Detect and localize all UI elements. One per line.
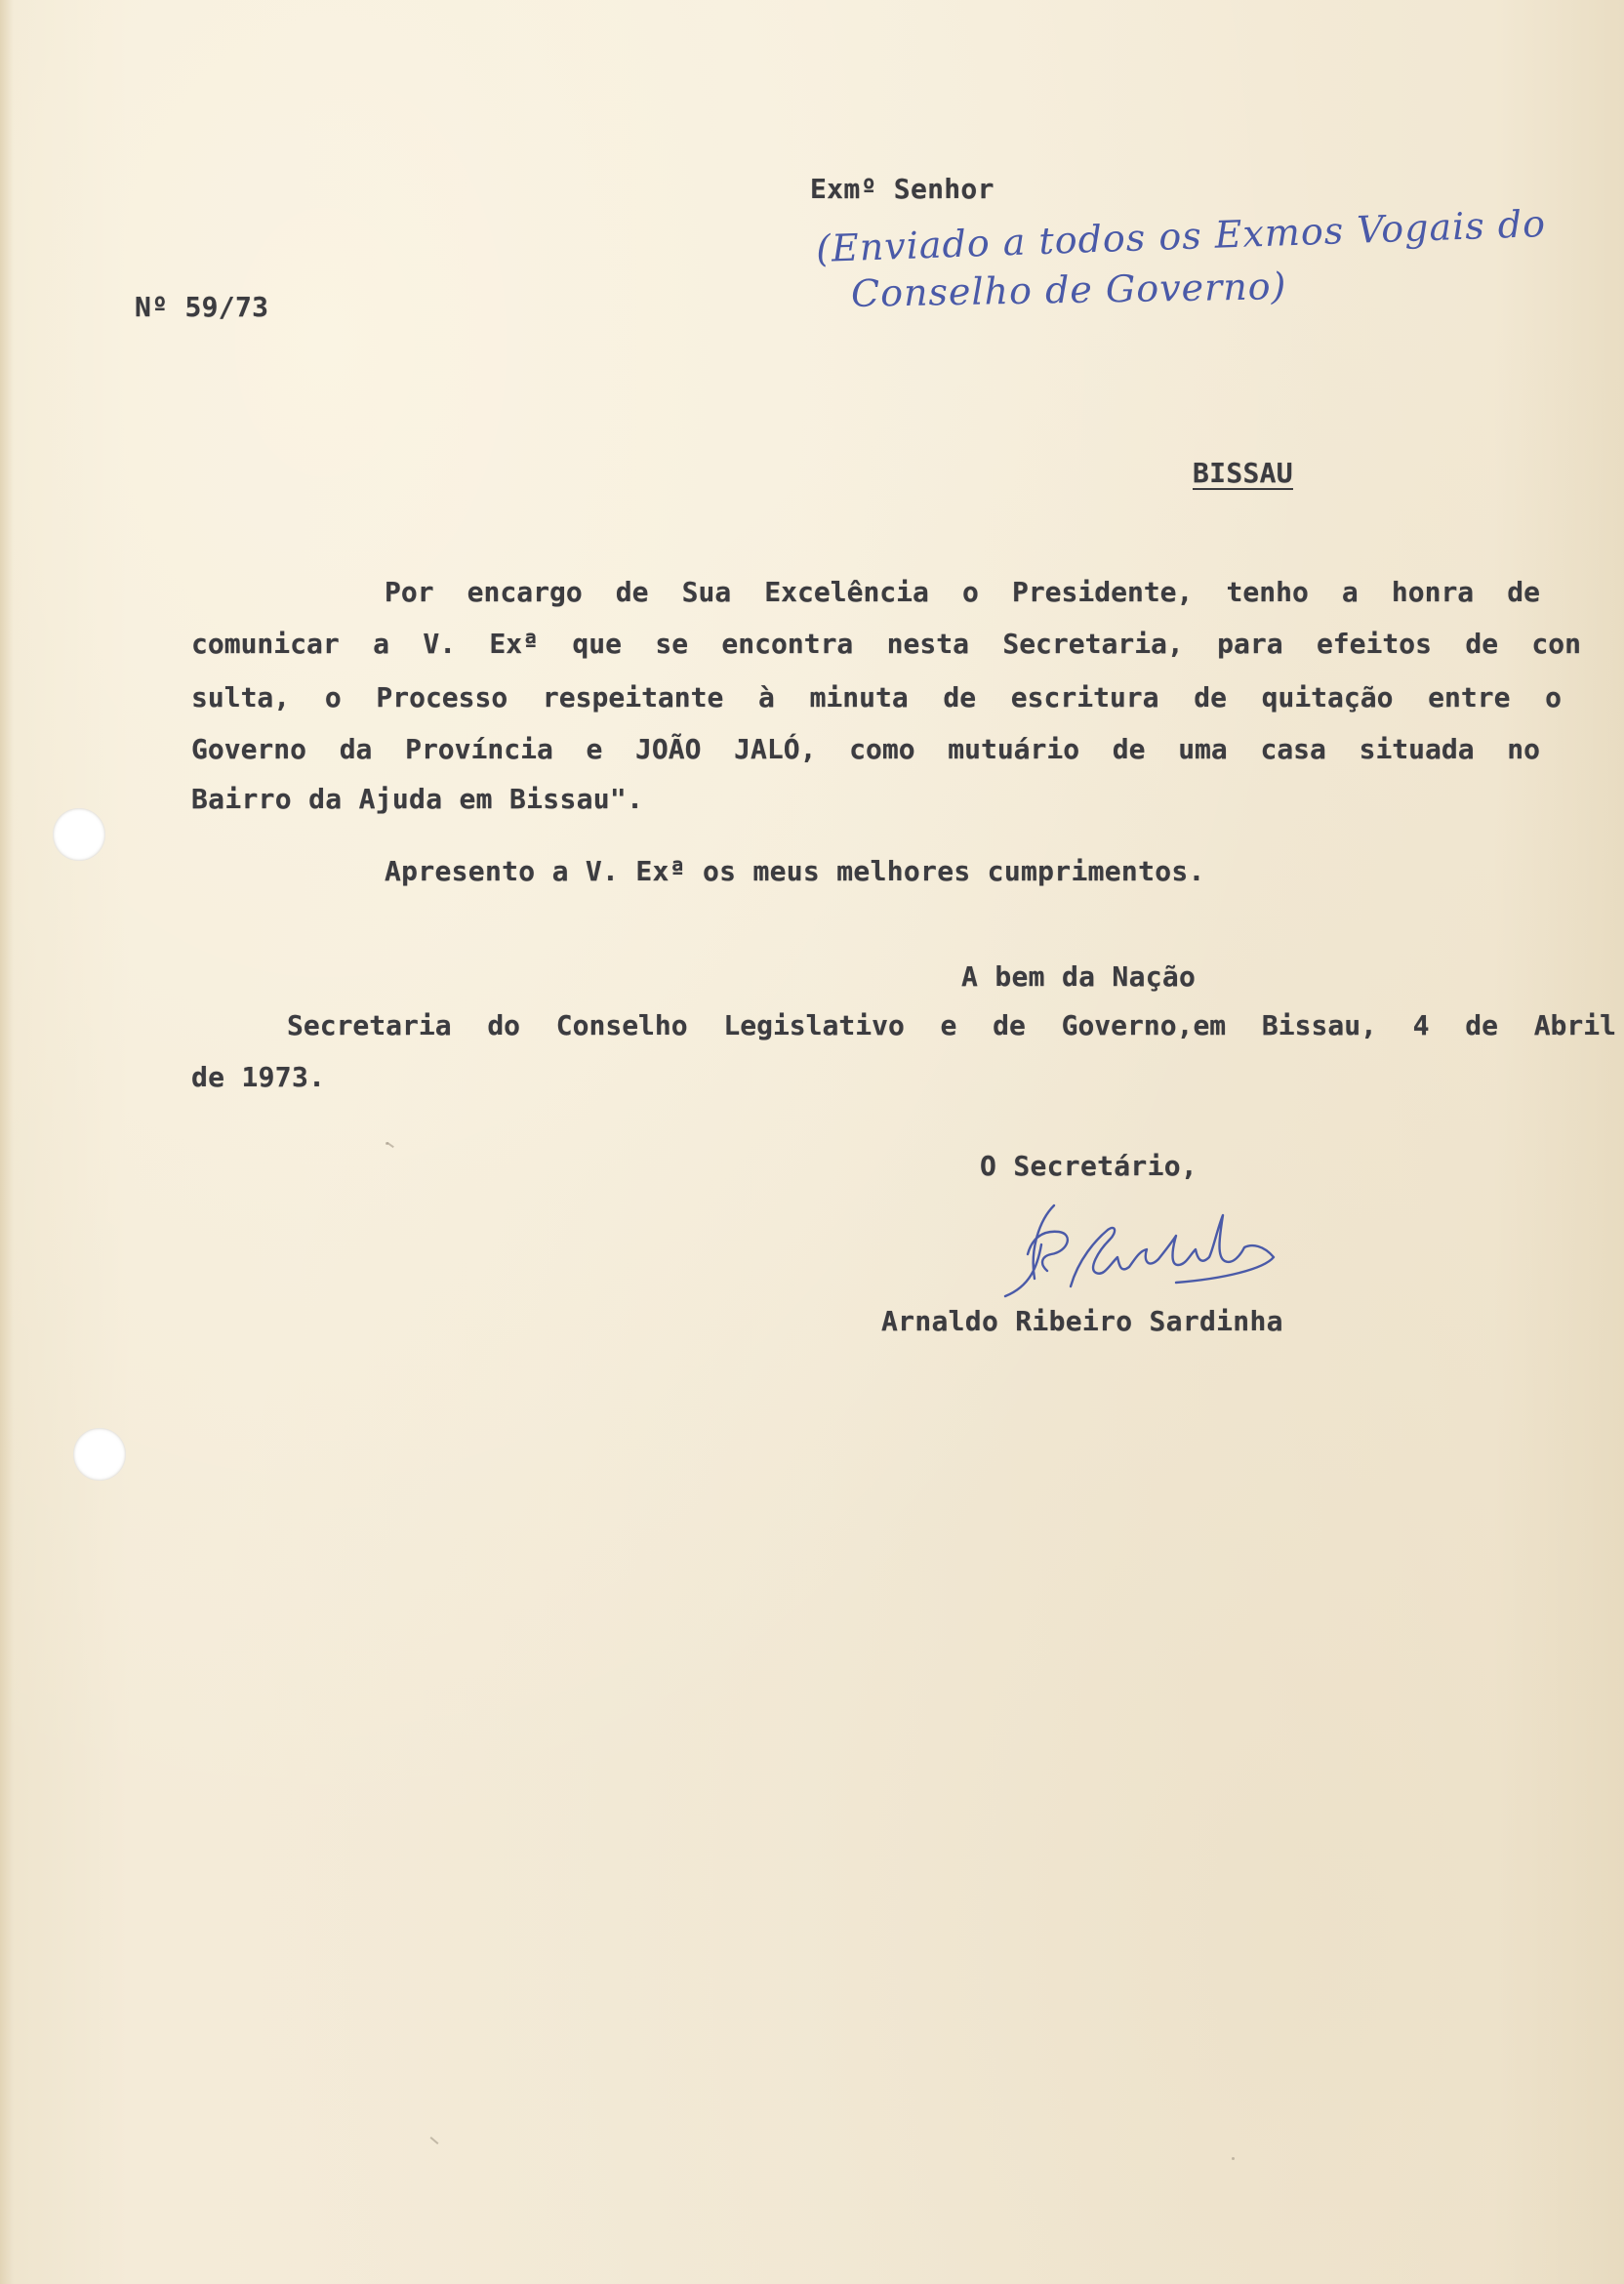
punch-hole-bottom (73, 1428, 126, 1481)
destination-city: BISSAU (1193, 457, 1293, 489)
place-date-line-2: de 1973. (191, 1061, 326, 1093)
motto: A bem da Nação (961, 960, 1197, 993)
paper-speck (1232, 2157, 1235, 2160)
punch-hole-top (53, 808, 105, 861)
closing-sentence: Apresento a V. Exª os meus melhores cumprimentos. (385, 855, 1205, 887)
place-date-line-1: Secretaria do Conselho Legislativo e de Governo,em Bissau, 4 de Abril (287, 1009, 1616, 1041)
signatory-title: O Secretário, (980, 1150, 1198, 1182)
page-edge-shadow (0, 0, 14, 2284)
body-line-2: comunicar a V. Exª que se encontra nesta Secretaria, para efeitos de con (191, 628, 1581, 660)
addressee-salutation: Exmº Senhor (810, 173, 995, 205)
handwritten-note-line-2: Conselho de Governo) (850, 265, 1287, 315)
body-line-5: Bairro da Ajuda em Bissau". (191, 783, 644, 815)
signatory-name: Arnaldo Ribeiro Sardinha (881, 1305, 1283, 1337)
signature-image (981, 1171, 1303, 1318)
paper-speck (430, 2137, 439, 2144)
body-line-1: Por encargo de Sua Excelência o Presidente, tenho a honra de (385, 576, 1540, 608)
body-line-3: sulta, o Processo respeitante à minuta de escritura de quitação entre o (191, 681, 1562, 714)
handwritten-note-line-1: (Enviado a todos os Exmos Vogais do (815, 201, 1547, 271)
body-line-4: Governo da Província e JOÃO JALÓ, como mutuário de uma casa situada no (191, 733, 1540, 765)
paper-speck (386, 1142, 394, 1148)
reference-number: Nº 59/73 (135, 291, 269, 323)
